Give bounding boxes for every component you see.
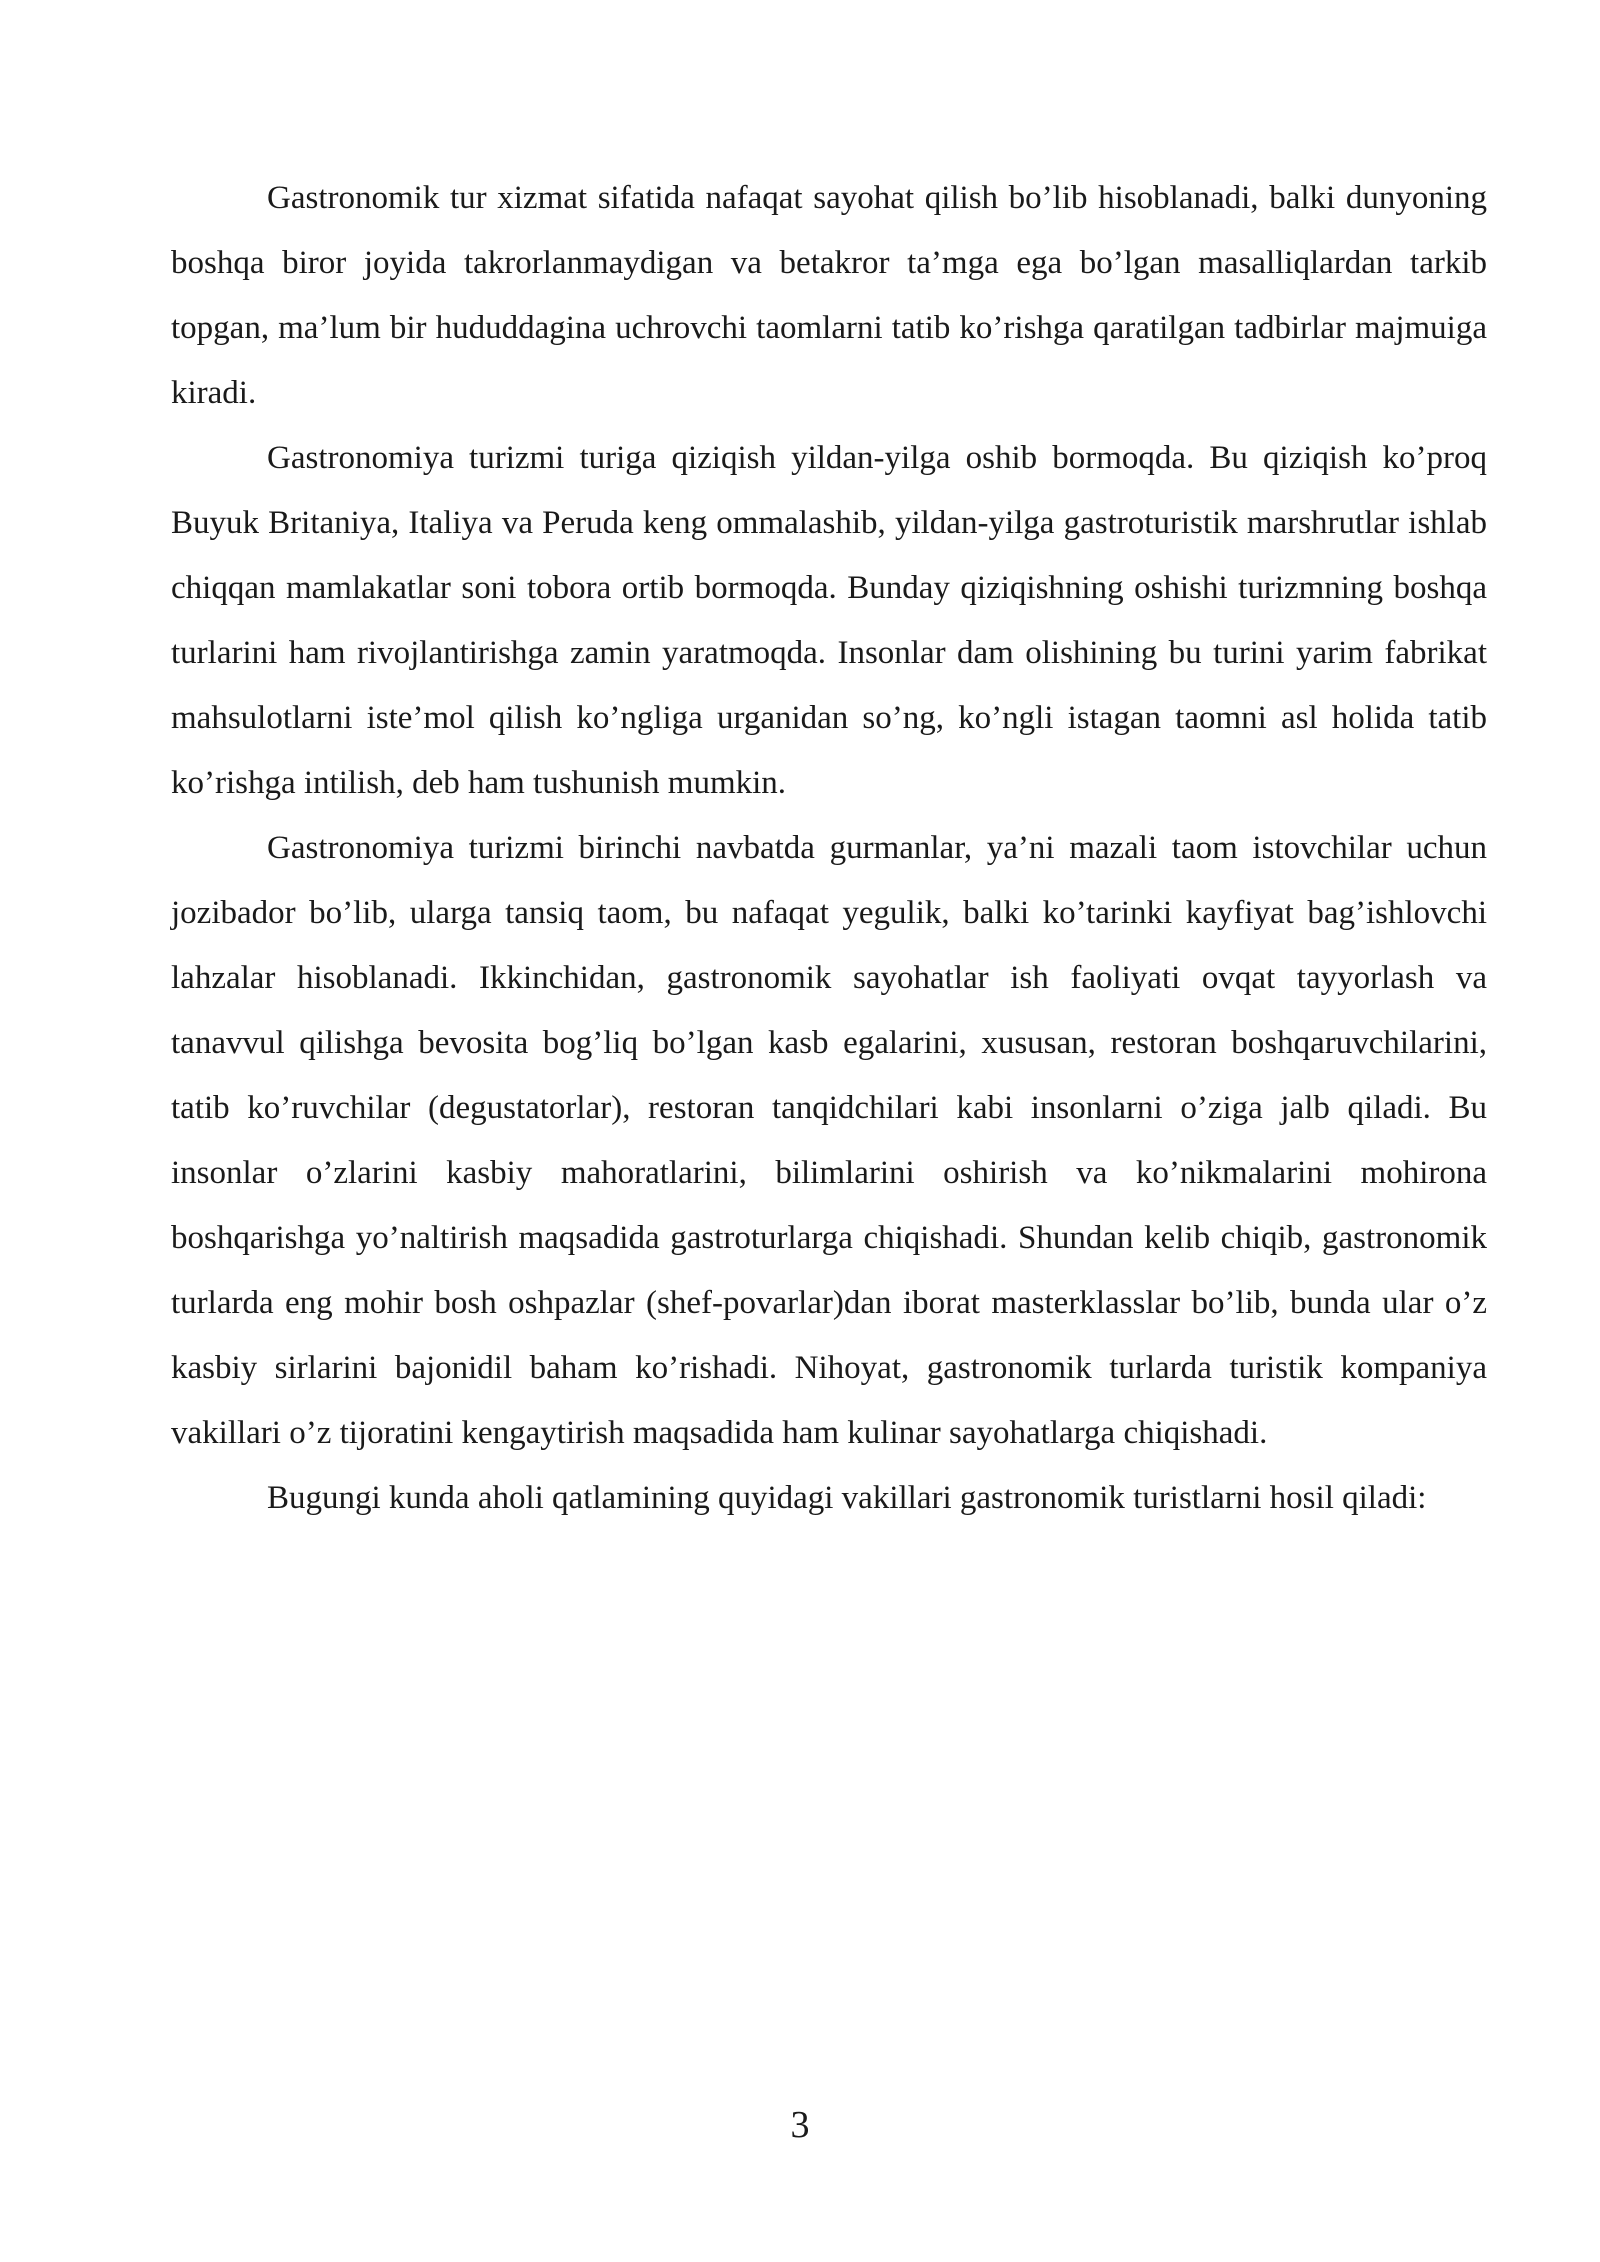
paragraph-2: Gastronomiya turizmi turiga qiziqish yildan-yilga oshib bormoqda. Bu qiziqish ko’proq Buyuk Britaniya, Italiya va Peruda keng ommalashib, yildan-yilga gastroturistik marshrutlar ishlab chiqqan mamlakatlar soni tobora ortib bormoqda. Bunday qiziqishning oshishi turizmning boshqa turlarini ham rivojlantirishga zamin yaratmoqda. Insonlar dam olishining bu turini yarim fabrikat mahsulotlarni iste’mol qilish ko’ngliga urganidan so’ng, ko’ngli istagan taomni asl holida tatib ko’rishga intilish, deb ham tushunish mumkin. (171, 440, 1487, 801)
paragraph-4: Bugungi kunda aholi qatlamining quyidagi vakillari gastronomik turistlarni hosil qiladi: (267, 1480, 1427, 1516)
document-body (171, 166, 1487, 1531)
page-number: 3 (790, 2104, 810, 2146)
paragraph-3: Gastronomiya turizmi birinchi navbatda gurmanlar, ya’ni mazali taom istovchilar uchun jozibador bo’lib, ularga tansiq taom, bu nafaqat yegulik, balki ko’tarinki kayfiyat bag’ishlovchi lahzalar hisoblanadi. Ikkinchidan, gastronomik sayohatlar ish faoliyati ovqat tayyorlash va tanavvul qilishga bevosita bog’liq bo’lgan kasb egalarini, xususan, restoran boshqaruvchilarini, tatib ko’ruvchilar (degustatorlar), restoran tanqidchilari kabi insonlarni o’ziga jalb qiladi. Bu insonlar o’zlarini kasbiy mahoratlarini, bilimlarini oshirish va ko’nikmalarini mohirona boshqarishga yo’naltirish maqsadida gastroturlarga chiqishadi. Shundan kelib chiqib, gastronomik turlarda eng mohir bosh oshpazlar (shef-povarlar)dan iborat masterklasslar bo’lib, bunda ular o’z kasbiy sirlarini bajonidil baham ko’rishadi. Nihoyat, gastronomik turlarda turistik kompaniya vakillari o’z tijoratini kengaytirish maqsadida ham kulinar sayohatlarga chiqishadi. (171, 830, 1487, 1451)
paragraph-1: Gastronomik tur xizmat sifatida nafaqat sayohat qilish bo’lib hisoblanadi, balki dunyoning boshqa biror joyida takrorlanmaydigan va betakror ta’mga ega bo’lgan masalliqlardan tarkib topgan, ma’lum bir hududdagina uchrovchi taomlarni tatib ko’rishga qaratilgan tadbirlar majmuiga kiradi. (171, 180, 1487, 411)
